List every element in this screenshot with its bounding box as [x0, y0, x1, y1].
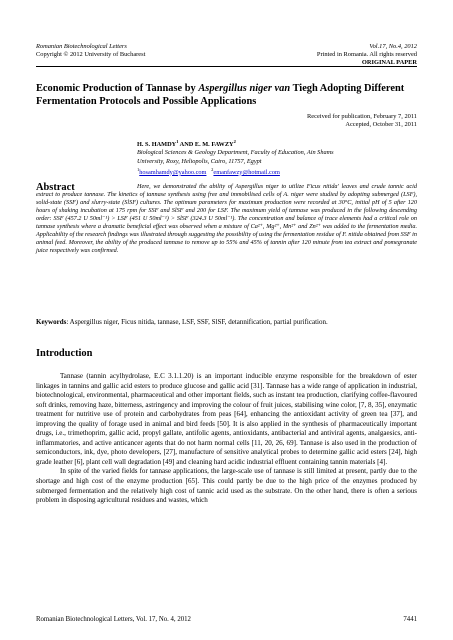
title-part1: Economic Production of Tannase by: [36, 83, 199, 94]
author-2-sup: 2: [233, 139, 236, 144]
paper-type: ORIGINAL PAPER: [361, 59, 417, 66]
volume-line: Vol.17, No.4, 2012: [369, 43, 417, 50]
printed-line: Printed in Romania. All rights reserved: [316, 51, 417, 58]
introduction-body: [36, 372, 417, 506]
copyright-line: Copyright © 2012 University of Bucharest: [36, 51, 146, 58]
affiliation-line-2: University, Roxy, Heliopolis, Cairo, 11757, Egypt: [137, 157, 262, 165]
authors-block: [137, 138, 417, 177]
author-names: [137, 138, 417, 149]
page-number: 7441: [403, 616, 417, 623]
affiliation-line-1: Biological Sciences & Geology Department, Faculty of Education, Ain Shams: [137, 149, 334, 157]
paper-title: [36, 82, 421, 108]
keywords-label: Keywords: [36, 318, 67, 326]
keywords-line: [36, 318, 417, 328]
intro-paragraph-2: In spite of the varied fields for tannase applications, the large-scale use of tannase is still limited at present, partly due to the shortage and high cost of the enzyme production [65]. This could partly be due to the high price of the enzymes produced by submerged fermentation and the relatively high cost of tannic acid used as the substrate. On the other hand, there is often a serious problem in disposing agricultural residues and wastes, which: [36, 467, 417, 505]
footer-journal-ref: Romanian Biotechnological Letters, Vol. 17, No. 4, 2012: [36, 616, 191, 623]
email-line: [137, 166, 417, 177]
accepted-date: Accepted, October 31, 2011: [345, 121, 417, 129]
author-1-sup: 1: [176, 139, 179, 144]
email-1-sup: 1: [137, 166, 140, 172]
header-rule: [36, 66, 417, 67]
email-link-1[interactable]: hosamhamdy@yahoo.com: [139, 168, 207, 176]
email-link-2[interactable]: emanfawzy@hotmail.com: [213, 168, 280, 176]
keywords-text: : Aspergillus niger, Ficus nitida, tannase, LSF, SSF, SlSF, detannification, partial purification.: [66, 318, 328, 326]
publication-dates: [217, 113, 417, 130]
abstract-heading: Abstract: [36, 182, 75, 193]
received-date: Received for publication, February 7, 2011: [307, 113, 417, 120]
introduction-heading: Introduction: [36, 348, 93, 359]
title-part2: Tiegh Adopting Different Fermentation Protocols and Possible Applications: [36, 83, 405, 107]
title-organism: Aspergillus niger van: [198, 83, 291, 94]
email-2-sup: 2: [211, 166, 214, 172]
abstract-text: Here, we demonstrated the ability of Aspergillus niger to utilize Ficus nitida' leaves and crude tannic acid extract to produce tannase. The kinetics of tannase synthesis using free and immobilised cells of A. niger were studied by adopting submerged (LSF), solid-state (SSF) and slurry-state (SlSF) cultures. The optimum parameters for maximum production were recorded at 30°C, initial pH of 5 after 120 hours of shaking incubation at 175 rpm for SSF and SlSF and 200 for LSF. The maximum yield of tannase was produced in the following descending order: SSF (457.2 U 50ml⁻¹) > LSF (451 U 50ml⁻¹) > SlSF (324.3 U 50ml⁻¹). The concentration and balance of trace elements had a critical role on tannase synthesis where a dramatic beneficial effect was observed when a mixture of Ca²⁺, Mg²⁺, Mn²⁺ and Zn²⁺ was added to the fermentation media. Applicability of the research findings was illustrated through suggesting the possibility of using the fermentation residue of F. nitida obtained from SSF in animal feed. Moreover, the ability of the produced tannase to remove up to 55% and 45% of tannin after 120 minute from tea extract and pomegranate juice respectively was confirmed.: [36, 183, 417, 255]
journal-name: Romanian Biotechnological Letters: [36, 43, 127, 50]
intro-paragraph-1: Tannase (tannin acylhydrolase, E.C 3.1.1.20) is an important inducible enzyme responsible for the breakdown of ester linkages in tannins and gallic acid esters to produce glucose and gallic acid [31]. Tannase has a wide range of application in industrial, biotechnological, environmental, pharmaceutical and other important fields, such as instant tea production, clarifying coffee-flavoured soft drinks, removing haze, bitterness, astringency and improving the colour of fruit juices, stabilising wine color, [7, 8, 35], enzymatic treatment for nutritive use of protein and carbohydrates from peas [64], enhancing the antioxidant activity of green tea [37], and improving the quality of forage used in animal and bird feeds [50]. It is also applied in the synthesis of pharmaceutically important drugs, i.e., trimethoprim, gallic acid, propyl gallate, antifolic agents, antioxidants, antibacterial and antiviral agents, analgaesics, anti-inflammatories, and active anticancer agents that do not harm normal cells [11, 20, 26, 69]. Tannase is also used in the production of semiconductors, ink, dye, photo developers, [27], manufacture of sensitive analytical probes to determine gallic acid esters [24], high grade leather [6], plant cell wall degradation [49] and cleaning hard acidic industrial effluent containing tannin materials [4].: [36, 372, 417, 466]
journal-header-right: [217, 43, 417, 67]
author-1: H. S. HAMDY: [137, 141, 177, 149]
author-2: AND E. M. FAWZY: [178, 141, 234, 149]
